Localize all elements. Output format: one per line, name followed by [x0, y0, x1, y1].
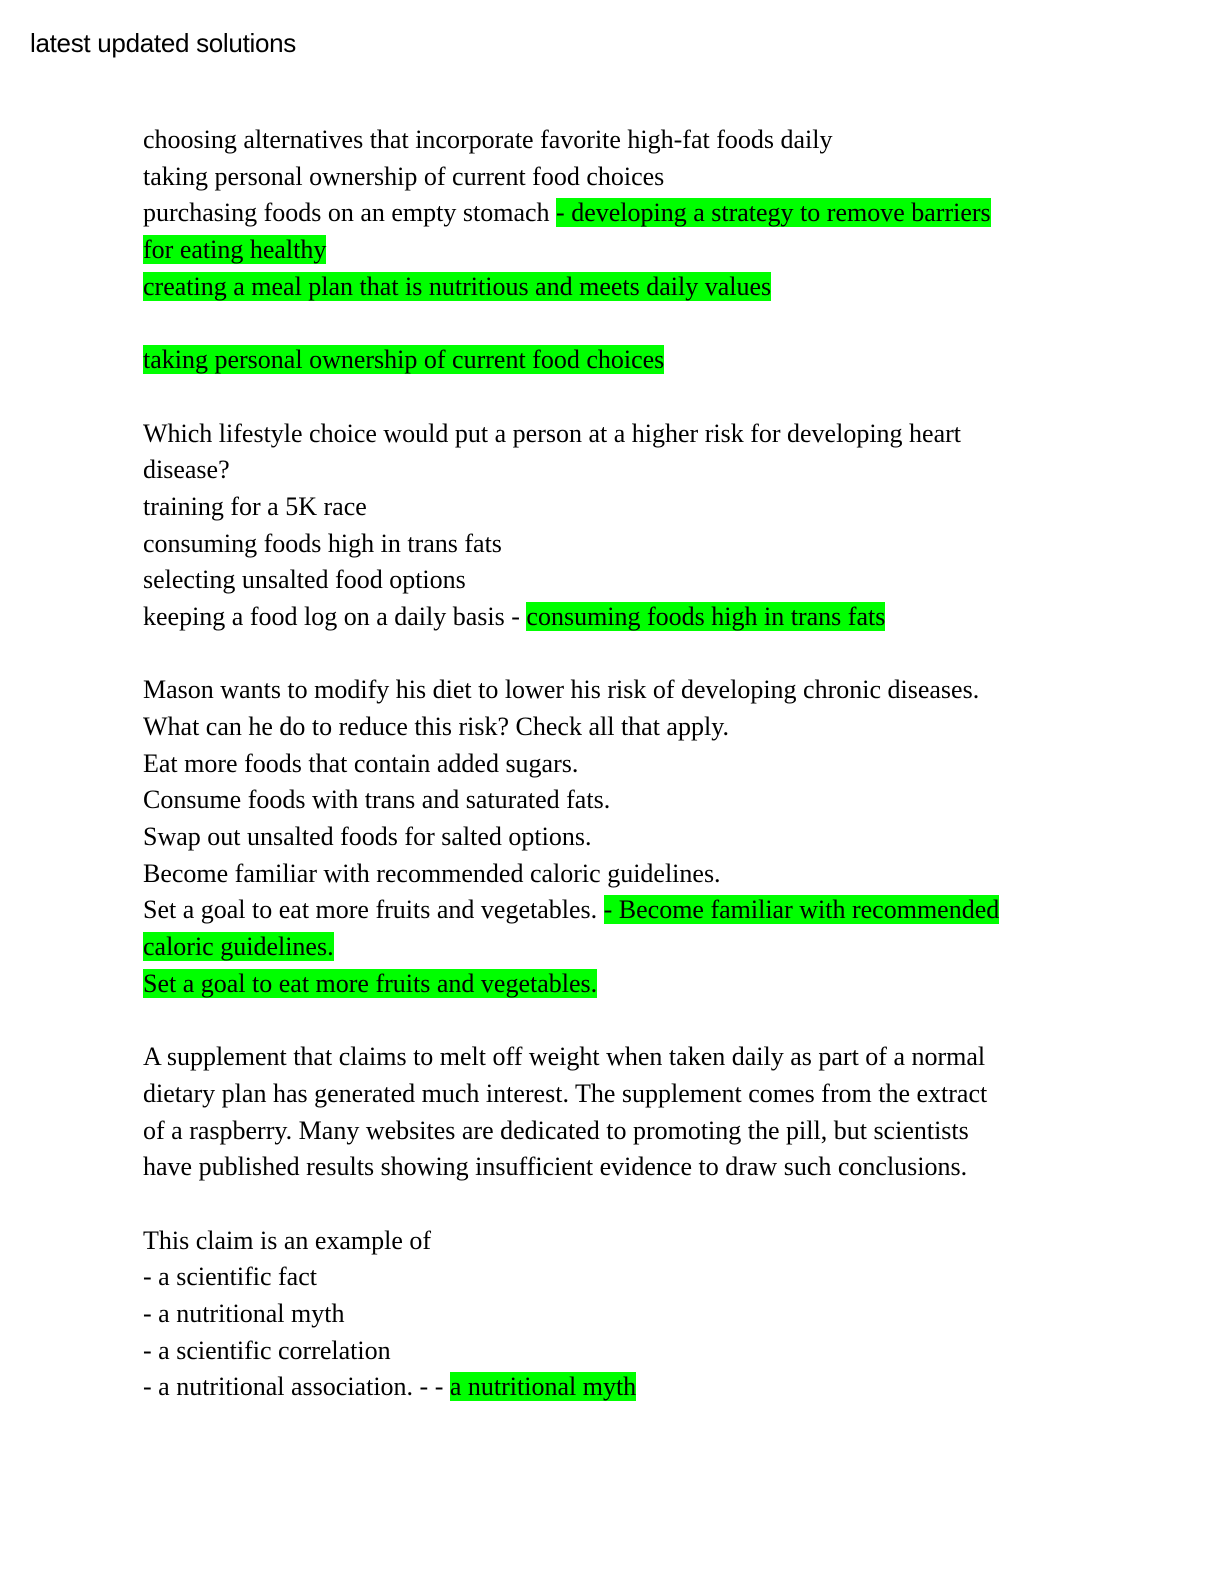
page-header-title: latest updated solutions	[30, 28, 296, 58]
passage-line: have published results showing insufficient evidence to draw such conclusions.	[143, 1152, 968, 1182]
option-line: Swap out unsalted foods for salted options.	[143, 822, 592, 852]
option-line: Consume foods with trans and saturated fats.	[143, 785, 611, 815]
option-line: consuming foods high in trans fats	[143, 528, 502, 558]
highlighted-answer: creating a meal plan that is nutritious and meets daily values	[143, 271, 772, 301]
option-line-with-answer	[143, 195, 1073, 232]
option-line-with-answer	[143, 892, 1073, 929]
answer-line	[143, 232, 1073, 269]
highlighted-answer: - developing a strategy to remove barriers	[556, 198, 991, 228]
highlighted-answer: taking personal ownership of current food choices	[143, 345, 665, 375]
option-text: - a nutritional association. - -	[143, 1372, 444, 1402]
question-text: Which lifestyle choice would put a person at a higher risk for developing heart	[143, 418, 962, 448]
spacer	[143, 379, 1073, 416]
option-line: - a nutritional myth	[143, 1299, 345, 1328]
option-line: Eat more foods that contain added sugars.	[143, 748, 579, 778]
option-text: keeping a food log on a daily basis -	[143, 601, 520, 631]
option-line-with-answer	[143, 1369, 1073, 1406]
option-line: training for a 5K race	[143, 491, 367, 521]
option-line-with-answer	[143, 599, 1073, 636]
option-text: purchasing foods on an empty stomach	[143, 198, 550, 228]
passage-line: dietary plan has generated much interest. The supplement comes from the extract	[143, 1078, 988, 1108]
option-text: Set a goal to eat more fruits and vegetables.	[143, 895, 598, 925]
passage-line: A supplement that claims to melt off weight when taken daily as part of a normal	[143, 1042, 986, 1072]
option-line: Become familiar with recommended caloric guidelines.	[143, 858, 721, 888]
answer-line	[143, 269, 1073, 306]
question-text: What can he do to reduce this risk? Check all that apply.	[143, 712, 730, 741]
answer-line	[143, 929, 1073, 966]
option-line: choosing alternatives that incorporate favorite high-fat foods daily	[143, 125, 833, 154]
highlighted-answer: Set a goal to eat more fruits and vegetables.	[143, 968, 598, 998]
highlighted-answer: - Become familiar with recommended	[603, 895, 1000, 925]
option-line: - a scientific fact	[143, 1262, 317, 1292]
answer-line	[143, 342, 1073, 379]
question-text: disease?	[143, 455, 230, 485]
answer-line	[143, 966, 1073, 1003]
spacer	[143, 636, 1073, 673]
spacer	[143, 1186, 1073, 1223]
document-body	[143, 122, 1073, 1406]
highlighted-answer: for eating healthy	[143, 235, 327, 265]
question-text: This claim is an example of	[143, 1225, 432, 1255]
question-text: Mason wants to modify his diet to lower his risk of developing chronic diseases.	[143, 675, 980, 705]
passage-line: of a raspberry. Many websites are dedicated to promoting the pill, but scientists	[143, 1115, 969, 1145]
spacer	[143, 305, 1073, 342]
highlighted-answer: consuming foods high in trans fats	[526, 601, 886, 631]
option-line: selecting unsalted food options	[143, 565, 466, 595]
highlighted-answer: caloric guidelines.	[143, 932, 334, 962]
option-line: taking personal ownership of current food choices	[143, 161, 665, 191]
option-line: - a scientific correlation	[143, 1335, 391, 1365]
highlighted-answer: a nutritional myth	[449, 1372, 637, 1402]
spacer	[143, 1003, 1073, 1040]
